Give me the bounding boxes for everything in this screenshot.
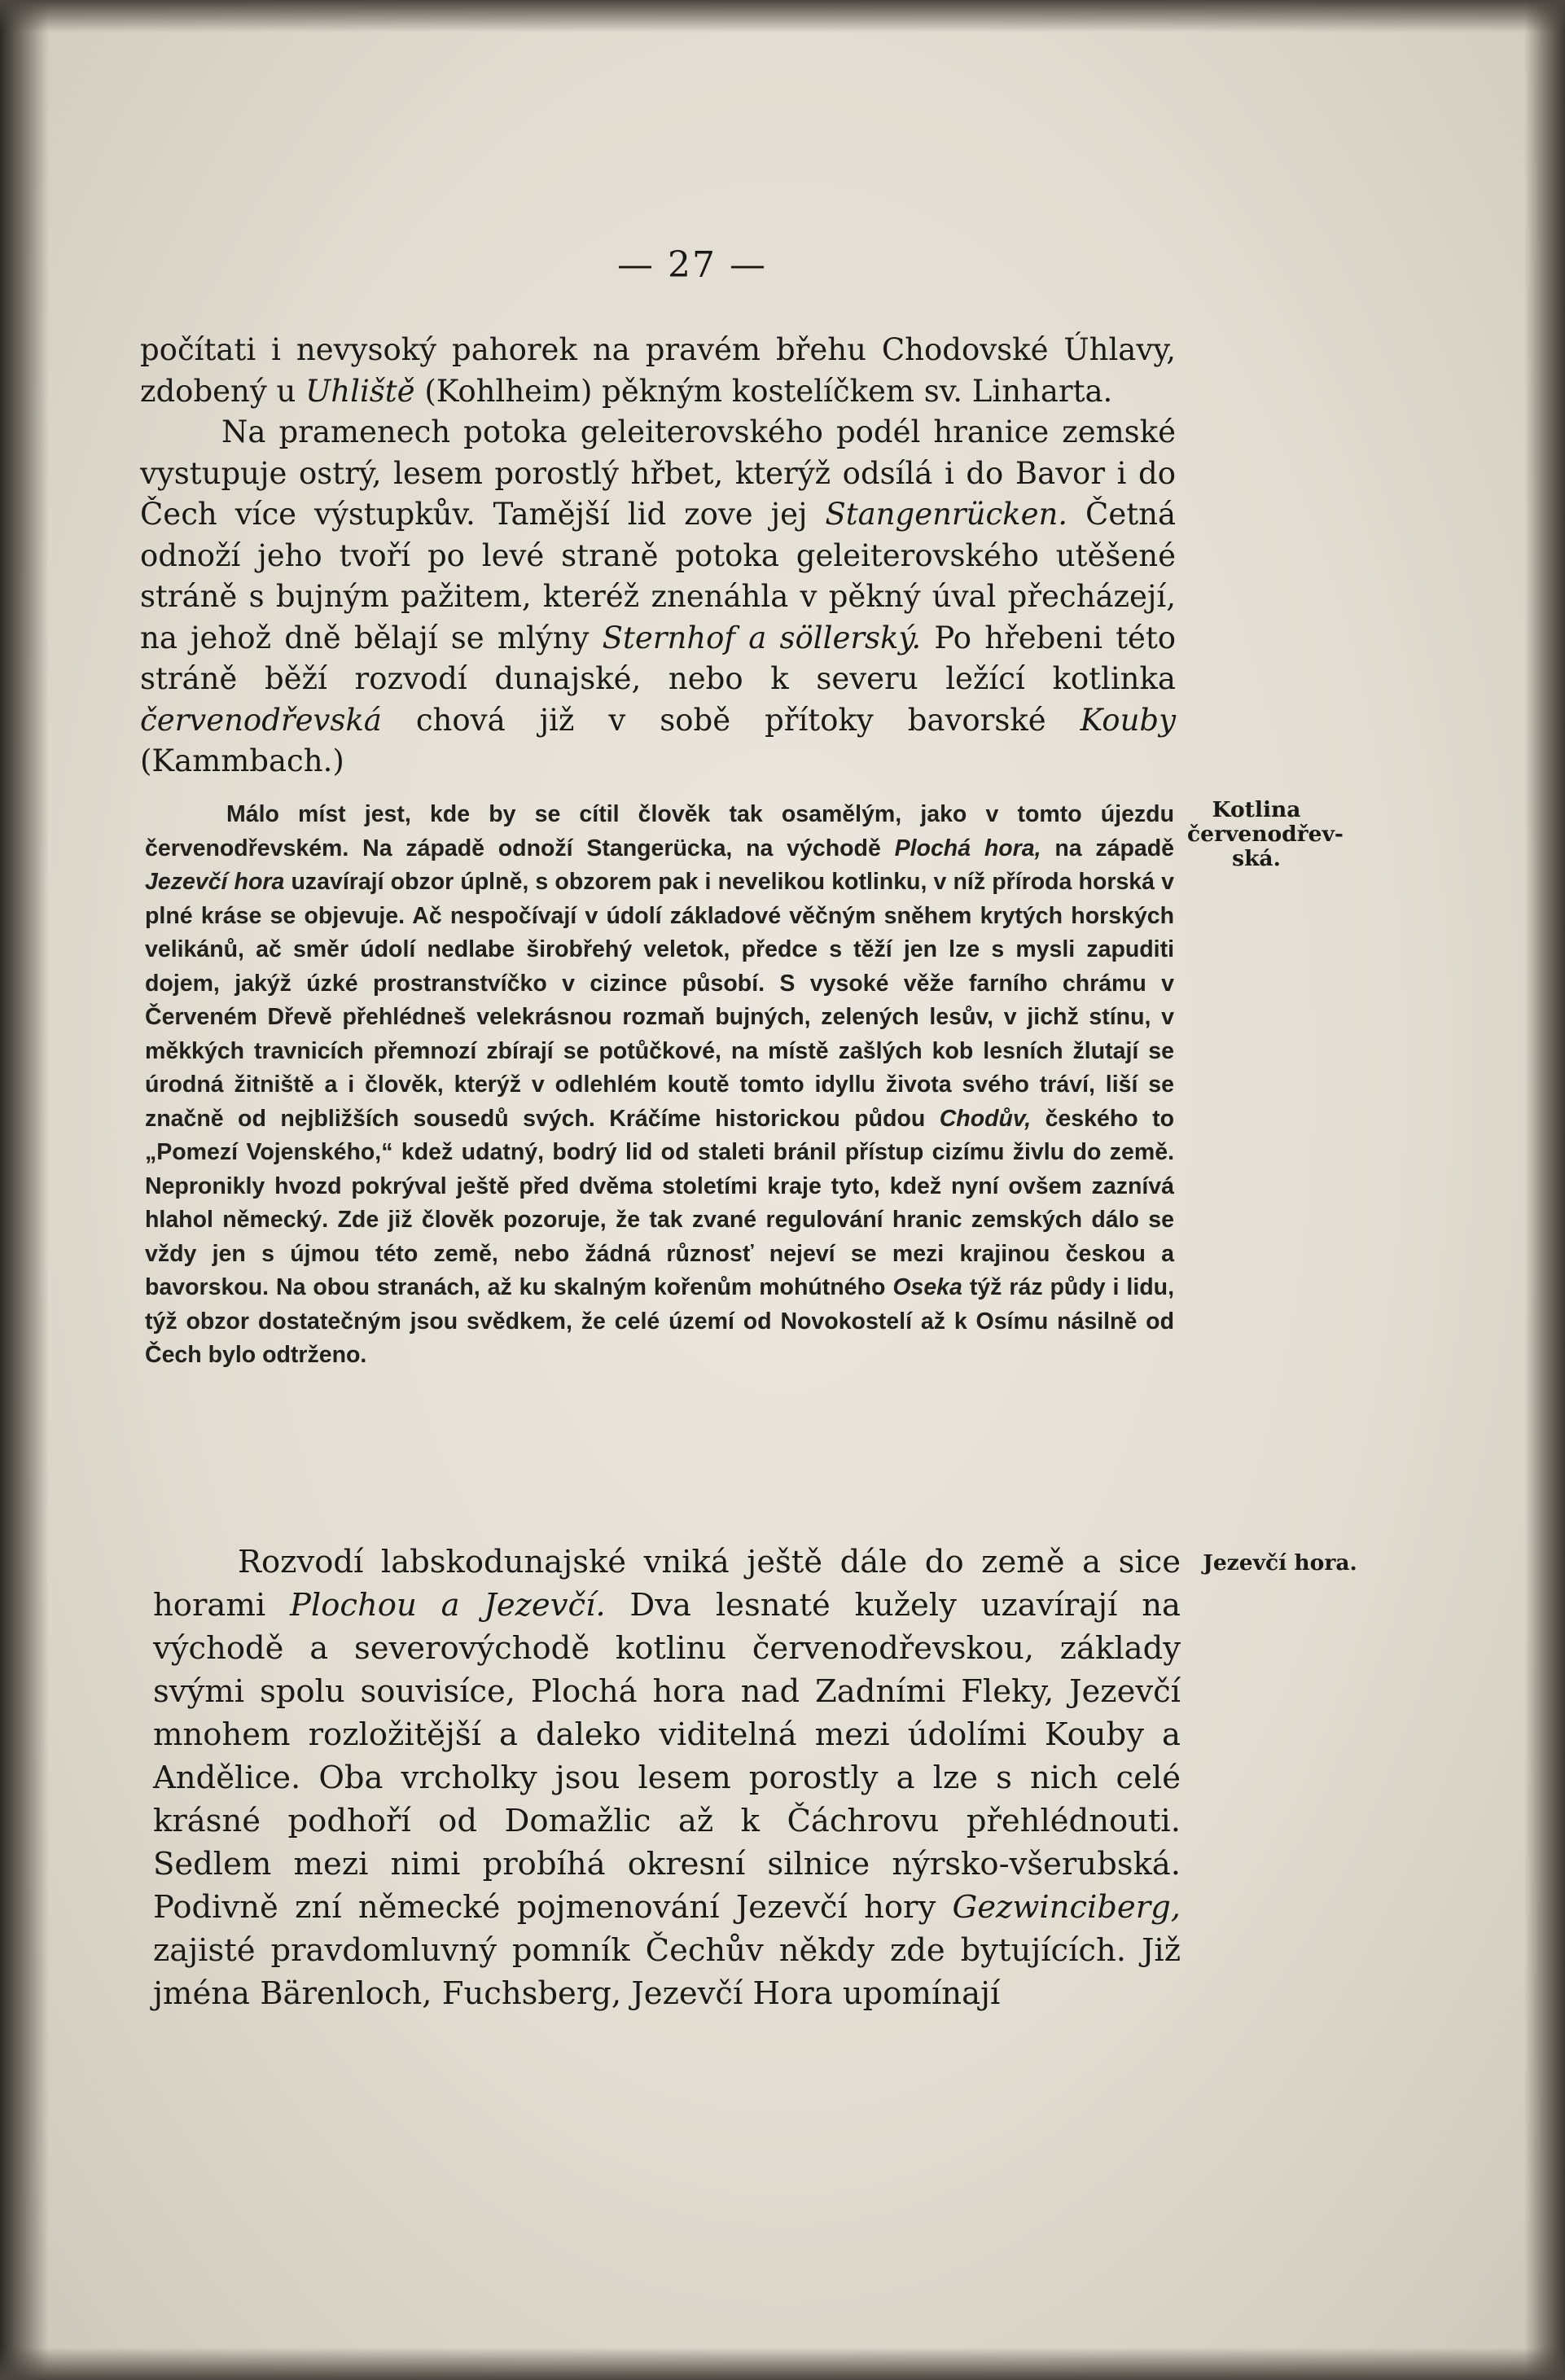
margin-note-jezevci-hora: Jezevčí hora. [1203,1550,1357,1576]
margin-note-line: Kotlina [1212,797,1301,822]
page-number: — 27 — [617,244,767,286]
page-edge-left [0,0,49,2380]
lead-paragraph: počítati i nevysoký pahorek na pravém břehu Chodovské Úhlavy, zdobený u Uhliště (Kohlheim) pěkným kostelíčkem sv. Linharta. Na pramenech potoka geleiterovského podél hranice zemské vystupuje ostrý, lesem porostlý hřbet, kterýž odsílá i do Bavor i do Čech více výstupkův. Tamější lid zove jej Stangenrücken. Četná odnoží jeho tvoří po levé straně potoka geleiterovského utěšené stráně s bujným pažitem, kteréž znenáhla v pěkný úval přecházejí, na jehož dně bělají se mlýny Sternhof a söllerský. Po hřebeni této stráně běží rozvodí dunajské, nebo k severu ležící kotlinka červenodřevská chová již v sobě přítoky bavorské Kouby (Kammbach.) [140,332,1176,778]
page-edge-top [0,0,1565,33]
page-edge-right [1524,0,1565,2380]
page-edge-bottom [0,2347,1565,2380]
final-paragraph: Rozvodí labskodunajské vniká ještě dále do země a sice horami Plochou a Jezevčí. Dva lesnaté kužely uzavírají na východě a severovýchodě kotlinu červenodřevskou, základy svými spolu souvisíce, Plochá hora nad Zadními Fleky, Jezevčí mnohem rozložitější a daleko viditelná mezi údolími Kouby a Andělice. Oba vrcholky jsou lesem porostly a lze s nich celé krásné podhoří od Domažlic až k Čáchrovu přehlédnouti. Sedlem mezi nimi probíhá okresní silnice nýrsko-všerubská. Podivně zní německé pojmenování Jezevčí hory Gezwinciberg, zajisté pravdomluvný pomník Čechův někdy zde bytujících. Již jména Bärenloch, Fuchsberg, Jezevčí Hora upomínají [153,1544,1181,2012]
margin-note-line: červenodřev- [1187,822,1344,847]
margin-note-kotlina [1187,797,1344,871]
small-print-paragraph: Málo míst jest, kde by se cítil člověk tak osamělým, jako v tomto újezdu červenodřevském. Na západě odnoží Stangerücka, na východě Plochá hora, na západě Jezevčí hora uzavírají obzor úplně, s obzorem pak i nevelikou kotlinku, v níž příroda horská v plné kráse se objevuje. Ač nespočívají v údolí základové věčným sněhem krytých horských velikánů, ač směr údolí nedlabe širobřehý veletok, předce s těží jen lze s mysli zapuditi dojem, jakýž úzké prostranstvíčko v cizince působí. S vysoké věže farního chrámu v Červeném Dřevě přehlédneš velekrásnou rozmaň bujných, zelených lesův, v jichž stínu, v měkkých travnicích přemnozí zbírají se potůčkové, na místě zašlých kob lesních žlutají se úrodná žitniště a i člověk, kterýž v odlehlém koutě tomto idyllu života svého tráví, liší se značně od nejbližších sousedů svých. Kráčíme historickou půdou Chodův, českého to „Pomezí Vojenského,“ kdež udatný, bodrý lid od staleti bránil přístup cizímu živlu do země. Nepronikly hvozd pokrýval ještě před dvěma stoletími kraje tyto, kdež nyní ovšem zaznívá hlahol německý. Zde již člověk pozoruje, že tak zvané regulování hranic zemských dálo se vždy jen s újmou této země, nebo žádná různosť nejeví se mezi krajinou českou a bavorskou. Na obou stranách, až ku skalným kořenům mohútného Oseka týž ráz půdy i lidu, týž obzor dostatečným jsou svědkem, že celé území od Novokostelí až k Osímu násilně od Čech bylo odtrženo. [145,801,1174,1368]
margin-note-line: ská. [1232,846,1281,871]
